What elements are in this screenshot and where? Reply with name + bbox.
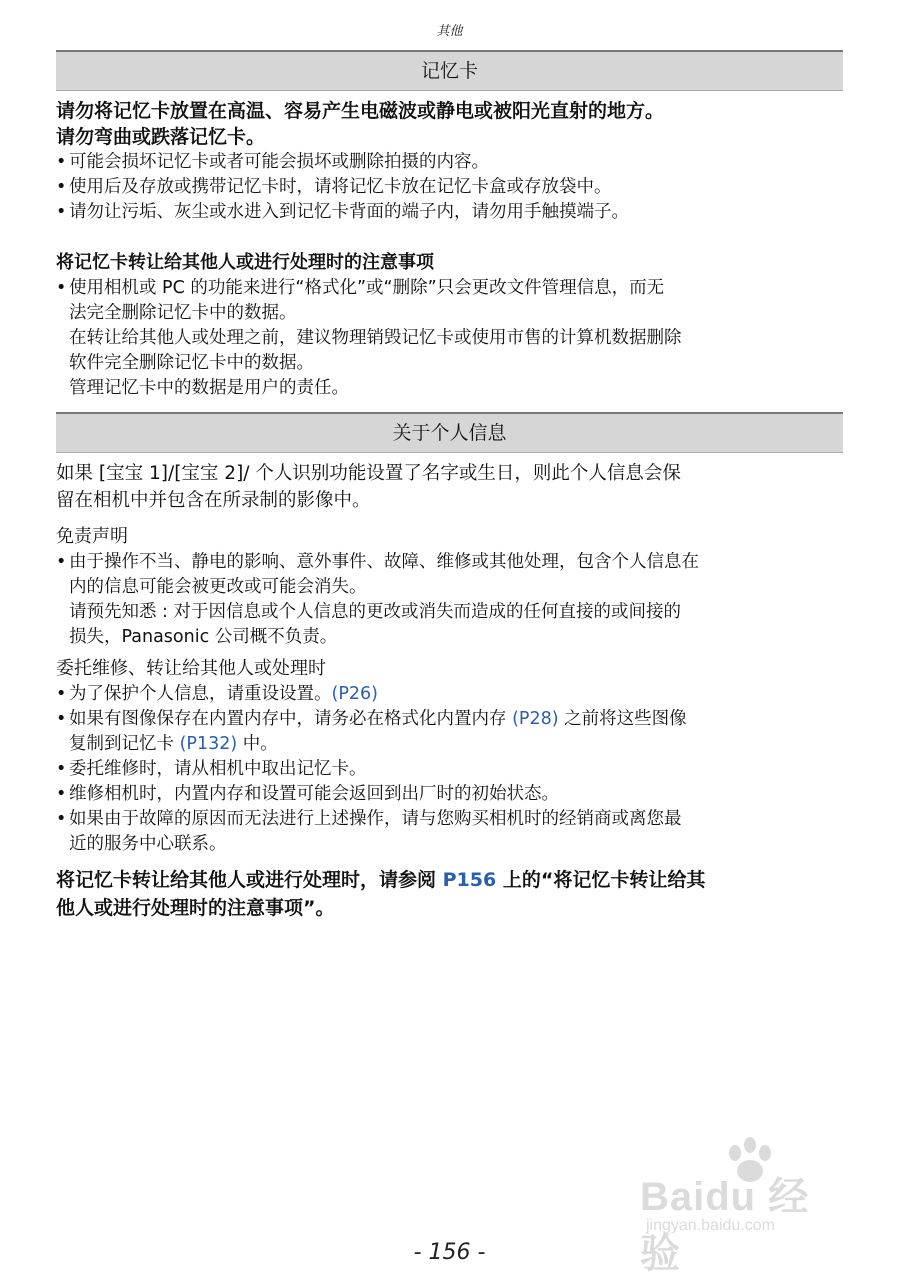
repair-b1-text: 为了保护个人信息，请重设设置。	[69, 684, 332, 704]
repair-notes	[56, 656, 846, 857]
list-item	[56, 807, 846, 857]
section-title-personal-info: 关于个人信息	[56, 412, 843, 453]
transfer-bullet-line-1: 使用相机或 PC 的功能来进行“格式化”或“删除”只会更改文件管理信息，而无	[69, 278, 665, 298]
disclaimer	[56, 524, 846, 650]
disclaimer-cont-line-1: 请预先知悉 : 对于因信息或个人信息的更改或消失而造成的任何直接的或间接的	[69, 602, 682, 622]
page-link-p28[interactable]: (P28)	[512, 709, 559, 729]
list-item: • 使用后及存放或携带记忆卡时，请将记忆卡放在记忆卡盒或存放袋中。	[56, 175, 846, 200]
list-item	[56, 682, 846, 707]
closing-text-b: 上的“将记忆卡转让给其	[496, 869, 706, 891]
closing-text-a: 将记忆卡转让给其他人或进行处理时，请参阅	[56, 869, 443, 891]
disclaimer-line-1: 由于操作不当、静电的影响、意外事件、故障、维修或其他处理，包含个人信息在	[69, 552, 699, 572]
repair-b5-line-2: 近的服务中心联系。	[69, 834, 227, 854]
page-link-p132[interactable]: (P132)	[179, 734, 238, 754]
page-link-p156[interactable]: P156	[442, 869, 497, 891]
disclaimer-bullets	[56, 550, 846, 600]
closing-line-2: 他人或进行处理时的注意事项”。	[56, 897, 335, 919]
memory-card-warning-1: 请勿将记忆卡放置在高温、容易产生电磁波或静电或被阳光直射的地方。	[56, 100, 665, 122]
memory-card-warning-2: 请勿弯曲或跌落记忆卡。	[56, 126, 266, 148]
memory-card-bullets	[56, 150, 846, 225]
transfer-cont-line-1: 在转让给其他人或处理之前，建议物理销毁记忆卡或使用市售的计算机数据删除	[69, 328, 682, 348]
transfer-heading: 将记忆卡转让给其他人或进行处理时的注意事项	[56, 252, 434, 273]
section-title-memory-card: 记忆卡	[56, 50, 843, 91]
list-item: • 委托维修时，请从相机中取出记忆卡。	[56, 757, 846, 782]
transfer-cont-line-2: 软件完全删除记忆卡中的数据。	[69, 353, 314, 373]
watermark-url: jingyan.baidu.com	[646, 1217, 775, 1234]
running-header: 其他	[436, 24, 463, 39]
list-item: • 可能会损坏记忆卡或者可能会损坏或删除拍摄的内容。	[56, 150, 846, 175]
list-item: • 维修相机时，内置内存和设置可能会返回到出厂时的初始状态。	[56, 782, 846, 807]
repair-b5-line-1: 如果由于故障的原因而无法进行上述操作，请与您购买相机时的经销商或离您最	[69, 809, 682, 829]
disclaimer-heading: 免责声明	[56, 526, 128, 547]
list-item	[56, 550, 846, 600]
repair-heading: 委托维修、转让给其他人或处理时	[56, 658, 326, 679]
disclaimer-line-2: 内的信息可能会被更改或可能会消失。	[69, 577, 367, 597]
repair-b2-text-b: 之前将这些图像	[558, 709, 687, 729]
repair-bullets	[56, 682, 846, 857]
list-item	[56, 707, 846, 757]
personal-info-intro	[56, 460, 846, 514]
transfer-cont-line-3: 管理记忆卡中的数据是用户的责任。	[69, 378, 349, 398]
repair-b2-text-d: 中。	[237, 734, 278, 754]
intro-line-1: 如果 [宝宝 1]/[宝宝 2]/ 个人识别功能设置了名字或生日，则此个人信息会保	[56, 463, 681, 484]
memory-card-content	[56, 98, 846, 225]
page-number: - 156 -	[413, 1240, 486, 1265]
intro-line-2: 留在相机中并包含在所录制的影像中。	[56, 490, 371, 511]
disclaimer-cont-line-2: 损失，Panasonic 公司概不负责。	[69, 627, 338, 647]
transfer-notes	[56, 250, 846, 401]
list-item: • 请勿让污垢、灰尘或水进入到记忆卡背面的端子内，请勿用手触摸端子。	[56, 200, 846, 225]
closing-line-1	[56, 866, 846, 894]
watermark-logo-text: Baidu 经验	[640, 1175, 810, 1276]
repair-b2-text-c: 复制到记忆卡	[69, 734, 180, 754]
list-item	[56, 276, 846, 326]
repair-b2-text-a: 如果有图像保存在内置内存中，请务必在格式化内置内存	[69, 709, 513, 729]
baidu-watermark	[640, 1135, 850, 1276]
transfer-bullets	[56, 276, 846, 326]
closing-note	[56, 866, 846, 922]
transfer-bullet-line-2: 法完全删除记忆卡中的数据。	[69, 303, 297, 323]
page-link-p26[interactable]: (P26)	[331, 684, 378, 704]
